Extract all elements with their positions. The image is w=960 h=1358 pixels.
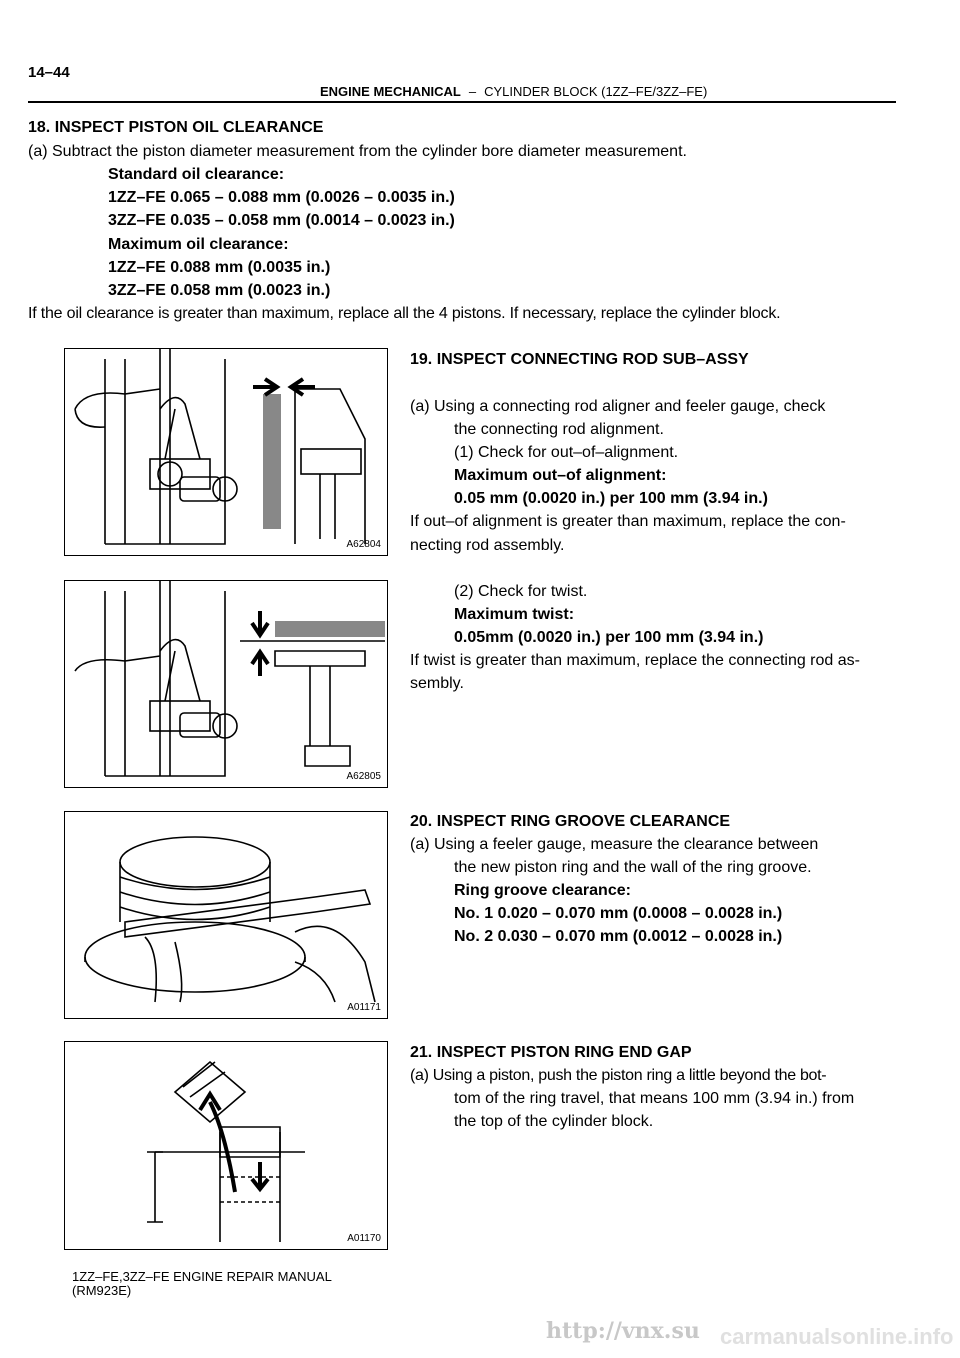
section-18-note: If the oil clearance is greater than maximum, replace all the 4 pistons. If necessary, replace the cylinder block. [28,305,781,322]
ring-groove-label: Ring groove clearance: [454,882,631,899]
footer-manual-code: (RM923E) [72,1283,132,1298]
section-19-note2-line1: If twist is greater than maximum, replace the connecting rod as- [410,652,860,669]
maximum-clearance-3zz: 3ZZ–FE 0.058 mm (0.0023 in.) [108,282,331,299]
max-alignment-value: 0.05 mm (0.0020 in.) per 100 mm (3.94 in.) [454,490,768,507]
ring-end-gap-illustration [65,1042,389,1251]
figure-code: A01170 [347,1233,381,1244]
section-19-note1-line1: If out–of alignment is greater than maximum, replace the con- [410,513,846,530]
figure-code: A62805 [346,771,381,782]
ring-groove-no2: No. 2 0.030 – 0.070 mm (0.0012 – 0.0028 in.) [454,928,783,945]
section-19-step-a-line1: (a) Using a connecting rod aligner and feeler gauge, check [410,398,826,415]
section-21-step-a-line2: tom of the ring travel, that means 100 mm (3.94 in.) from [454,1090,855,1107]
standard-clearance-1zz: 1ZZ–FE 0.065 – 0.088 mm (0.0026 – 0.0035 in.) [108,189,455,206]
header-rule [28,101,896,103]
header-dash: – [468,84,477,99]
figure-ring-groove [64,811,388,1019]
rod-alignment-illustration [65,349,389,557]
figure-rod-twist [64,580,388,788]
section-20-step-a-line1: (a) Using a feeler gauge, measure the clearance between [410,836,819,853]
section-19-step-a-line2: the connecting rod alignment. [454,421,664,438]
section-21-title: 21. INSPECT PISTON RING END GAP [410,1044,692,1061]
header-section: ENGINE MECHANICAL [320,84,461,99]
watermark-link[interactable]: http://vnx.su [546,1318,700,1344]
header-subsection: CYLINDER BLOCK (1ZZ–FE/3ZZ–FE) [484,84,708,99]
section-21-step-a-line1: (a) Using a piston, push the piston ring a little beyond the bot- [410,1067,827,1084]
max-twist-value: 0.05mm (0.0020 in.) per 100 mm (3.94 in.) [454,629,764,646]
max-twist-label: Maximum twist: [454,606,575,623]
page-number: 14–44 [28,64,70,81]
section-19-title: 19. INSPECT CONNECTING ROD SUB–ASSY [410,351,749,368]
section-19-note1-line2: necting rod assembly. [410,537,565,554]
footer-manual-title: 1ZZ–FE,3ZZ–FE ENGINE REPAIR MANUAL [72,1269,332,1284]
section-18-title: 18. INSPECT PISTON OIL CLEARANCE [28,119,324,136]
section-19-note2-line2: sembly. [410,675,464,692]
section-21-step-a-line3: the top of the cylinder block. [454,1113,654,1130]
ring-groove-illustration [65,812,389,1020]
watermark-site: carmanualsonline.info [720,1324,954,1349]
figure-code: A62804 [346,539,381,550]
section-18-step-a: (a) Subtract the piston diameter measurement from the cylinder bore diameter measurement. [28,143,687,160]
max-alignment-label: Maximum out–of alignment: [454,467,667,484]
figure-code: A01171 [347,1002,381,1013]
figure-rod-alignment [64,348,388,556]
maximum-clearance-label: Maximum oil clearance: [108,236,289,253]
standard-clearance-label: Standard oil clearance: [108,166,285,183]
section-20-step-a-line2: the new piston ring and the wall of the ring groove. [454,859,812,876]
figure-ring-end-gap [64,1041,388,1250]
page-header [320,84,707,99]
standard-clearance-3zz: 3ZZ–FE 0.035 – 0.058 mm (0.0014 – 0.0023 in.) [108,212,455,229]
section-20-title: 20. INSPECT RING GROOVE CLEARANCE [410,813,731,830]
maximum-clearance-1zz: 1ZZ–FE 0.088 mm (0.0035 in.) [108,259,331,276]
rod-twist-illustration [65,581,389,789]
ring-groove-no1: No. 1 0.020 – 0.070 mm (0.0008 – 0.0028 in.) [454,905,783,922]
section-19-step-1: (1) Check for out–of–alignment. [454,444,679,461]
footer [72,1270,332,1298]
section-19-step-2: (2) Check for twist. [454,583,588,600]
